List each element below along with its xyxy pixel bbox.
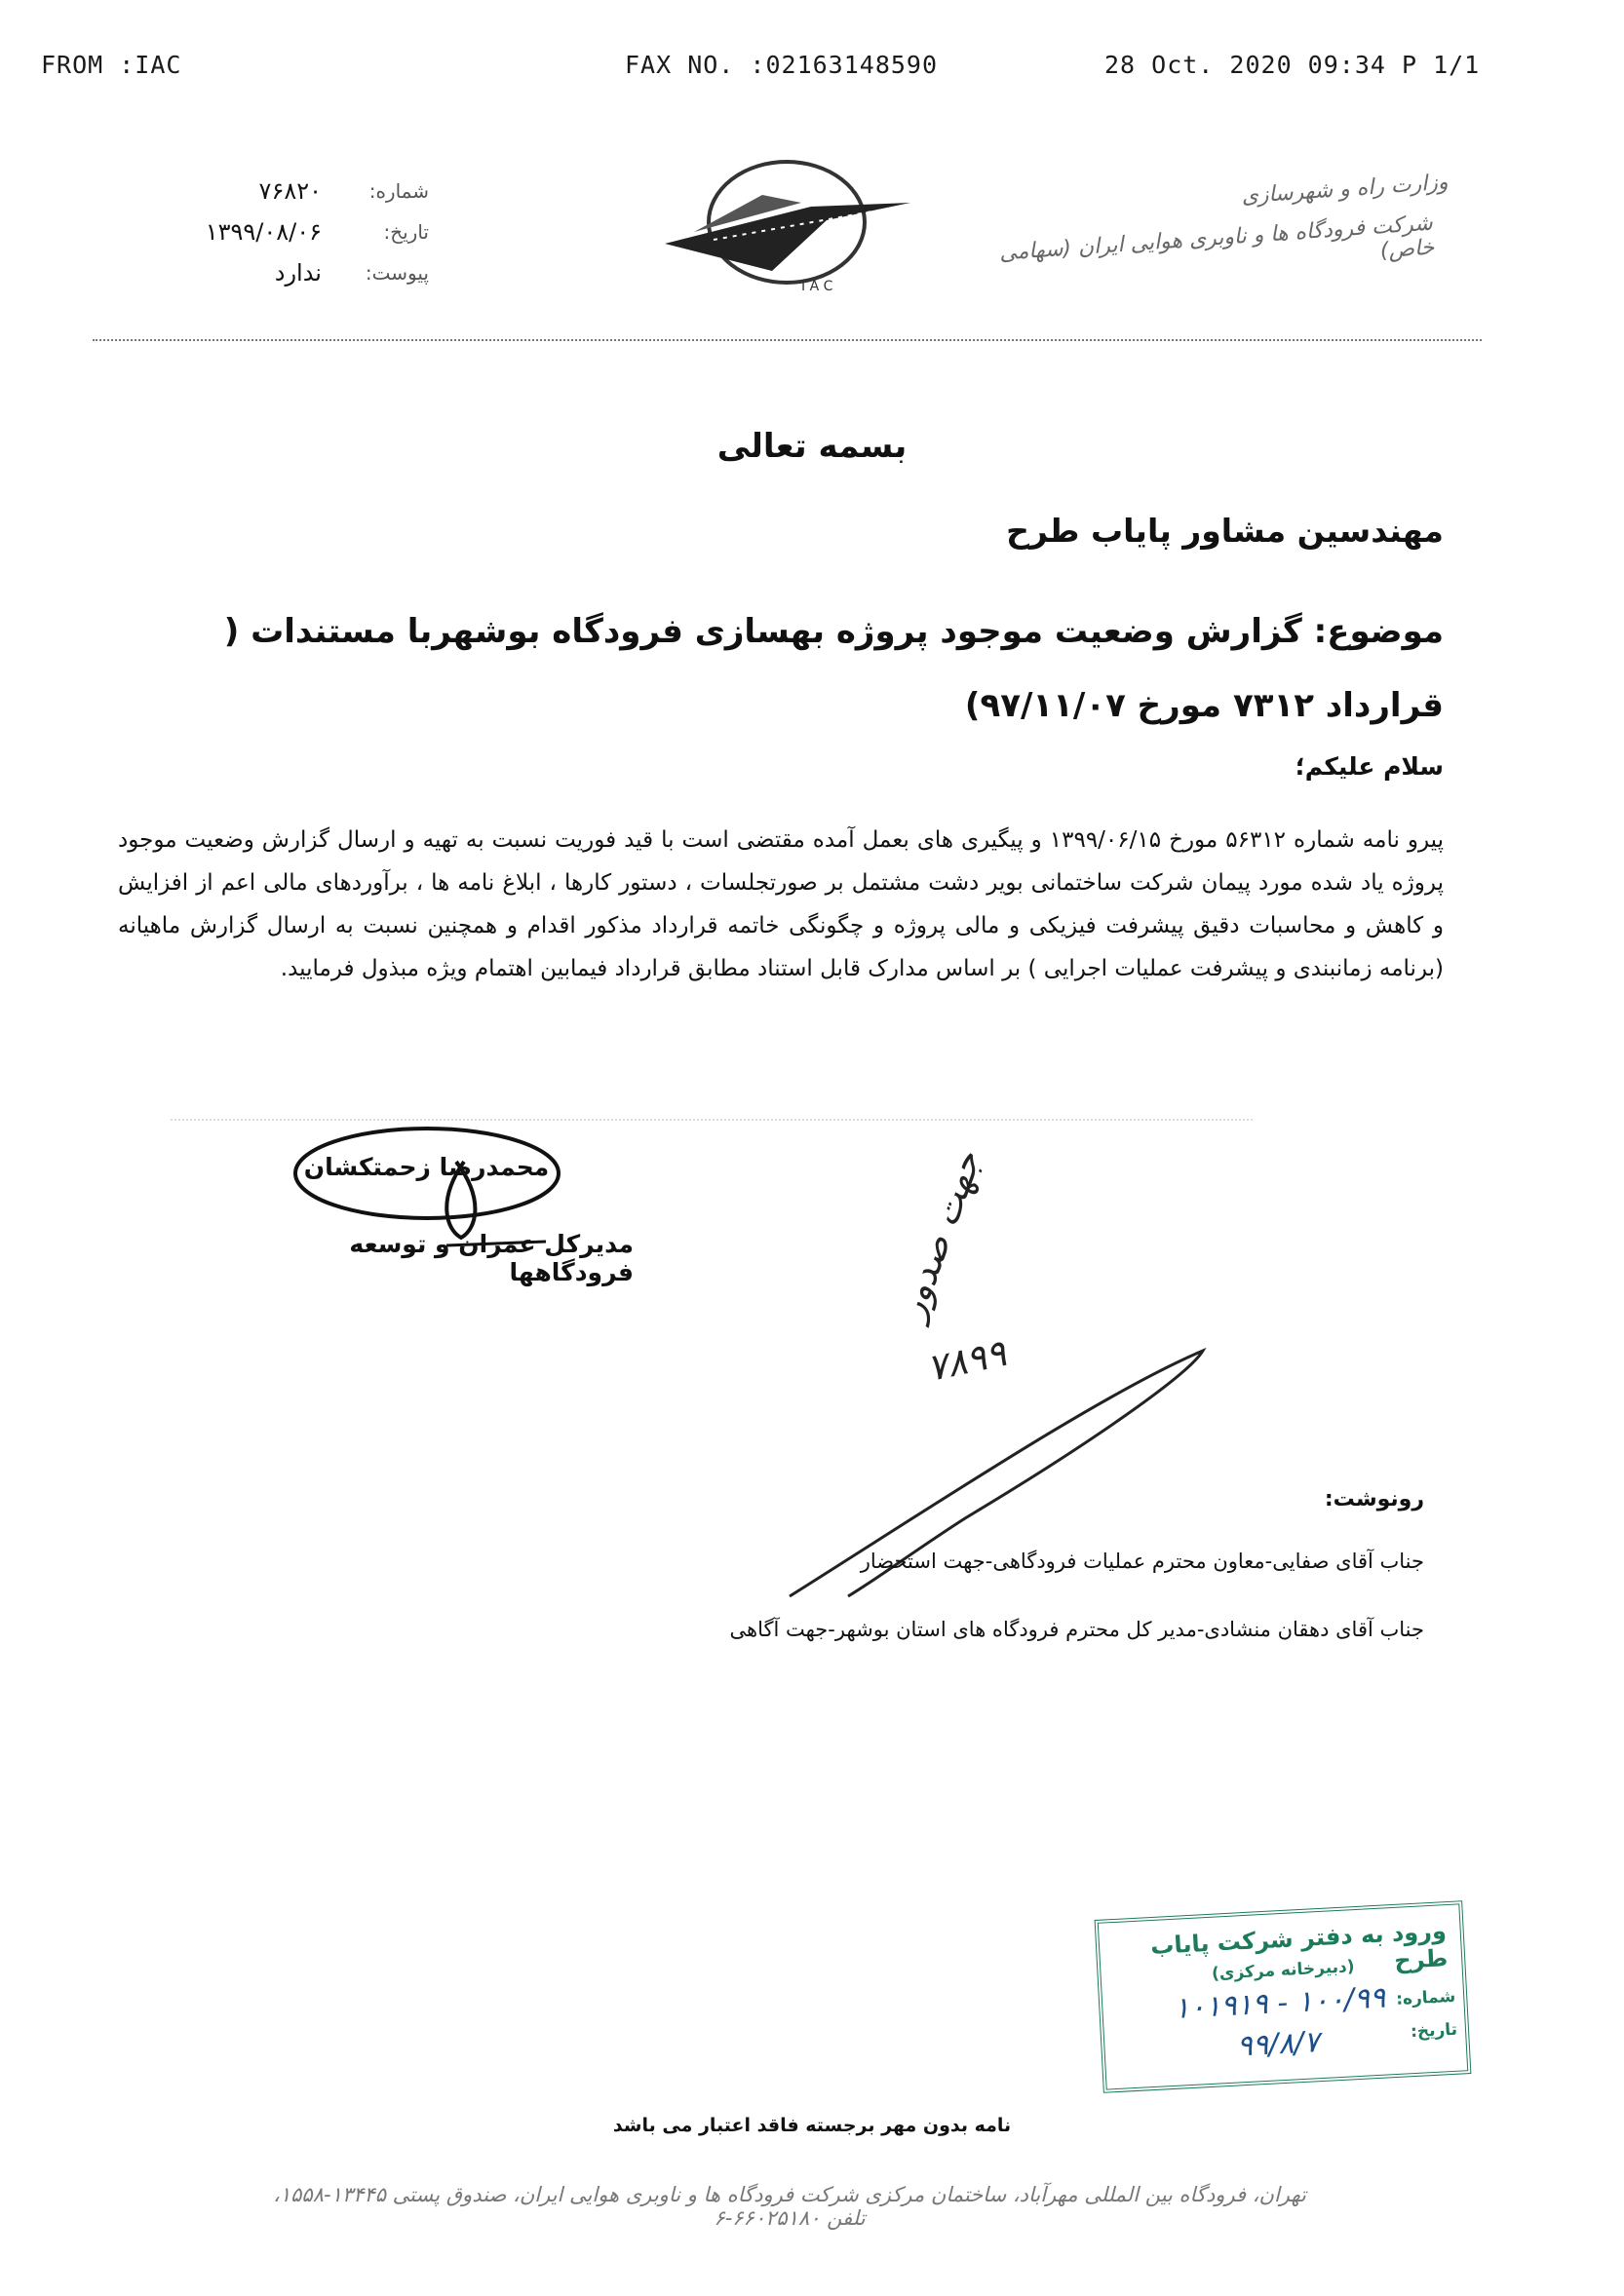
cc-item: جناب آقای صفایی-معاون محترم عملیات فرودگاهی-جهت استحضار bbox=[860, 1550, 1424, 1573]
letter-number: ۷۶۸۲۰ bbox=[258, 177, 322, 205]
letter-date: ۱۳۹۹/۰۸/۰۶ bbox=[205, 218, 322, 246]
signatory-name: محمدرضا زحمتکشان bbox=[303, 1153, 550, 1181]
header-divider bbox=[93, 339, 1482, 341]
stamp-title: ورود به دفتر شرکت پایاب طرح bbox=[1149, 1917, 1449, 1974]
fax-from: FROM :IAC bbox=[41, 51, 182, 79]
subject: موضوع: گزارش وضعیت موجود پروژه بهسازی فرودگاه بوشهربا مستندات ( قرارداد ۷۳۱۲ مورخ ۹۷/۱۱/۰۷) bbox=[223, 612, 1444, 725]
stamp-date-label: تاریخ: bbox=[1410, 2019, 1458, 2043]
recipient: مهندسین مشاور پایاب طرح bbox=[1006, 512, 1444, 550]
footer-address: تهران، فرودگاه بین المللی مهرآباد، ساختمان مرکزی شرکت فرودگاه ها و ناوبری هوایی ایران، صندوق پستی ۱۳۴۴۵-۱۵۵۸، تلفن ۶۶۰۲۵۱۸۰-۶ bbox=[273, 2183, 1306, 2230]
signatory-title: مدیرکل عمران و توسعه فرودگاهها bbox=[349, 1230, 634, 1286]
org-line-ministry: وزارت راه و شهرسازی bbox=[1240, 170, 1450, 210]
number-label: شماره: bbox=[368, 179, 429, 203]
stamp-number: ۱۰۰/۹۹ - ۱۰۱۹۱۹ bbox=[1173, 1980, 1387, 2026]
svg-text:I A C: I A C bbox=[801, 279, 833, 294]
validity-notice: نامه بدون مهر برجسته فاقد اعتبار می باشد bbox=[612, 2115, 1012, 2136]
scan-artifact-line bbox=[171, 1119, 1253, 1121]
body-paragraph: پیرو نامه شماره ۵۶۳۱۲ مورخ ۱۳۹۹/۰۶/۱۵ و پیگیری های بعمل آمده مقتضی است با قید فوریت نسبت به تهیه و ارسال گزارش وضعیت موجود پروژه یاد شده مورد پیمان شرکت ساختمانی بویر دشت مشتمل بر صورتجلسات ، دستور کارها ، ابلاغ نامه ها ، برآوردهای مالی اعم از افزایش و کاهش و محاسبات دقیق پیشرفت فیزیکی و مالی پروژه و چگونگی خاتمه قرارداد مذکور اقدام و همچنین نسبت به ارسال گزارش ماهیانه (برنامه زمانبندی و پیشرفت عملیات اجرایی ) بر اساس مدارک قابل استناد مطابق قرارداد فیمابین اهتمام ویژه مبذول فرمایید. bbox=[118, 827, 1444, 981]
handwritten-number: ۷۸۹۹ bbox=[922, 1331, 1010, 1391]
fax-date: 28 Oct. 2020 09:34 P 1/1 bbox=[1104, 51, 1481, 79]
greeting: سلام علیکم؛ bbox=[1295, 752, 1444, 781]
fax-number: FAX NO. :02163148590 bbox=[625, 51, 939, 79]
stamp-number-label: شماره: bbox=[1395, 1986, 1456, 2009]
cc-item: جناب آقای دهقان منشادی-مدیر کل محترم فرودگاه های استان بوشهر-جهت آگاهی bbox=[729, 1618, 1424, 1641]
org-line-company: شرکت فرودگاه ها و ناوبری هوایی ایران (سهامی خاص) bbox=[998, 210, 1436, 266]
stamp-subtitle: (دبیرخانه مرکزی) bbox=[1211, 1957, 1356, 1984]
handwritten-note: جهت صدور bbox=[889, 1145, 989, 1325]
date-label: تاریخ: bbox=[383, 220, 429, 244]
letter-attachment: ندارد bbox=[274, 259, 322, 287]
stamp-date: ۹۹/۸/۷ bbox=[1236, 2025, 1321, 2064]
attachment-label: پیوست: bbox=[365, 261, 429, 285]
reception-stamp bbox=[1095, 1900, 1472, 2093]
letter-title: بسمه تعالی bbox=[716, 427, 908, 466]
airport-company-logo-icon bbox=[655, 146, 918, 297]
cc-label: رونوشت: bbox=[1324, 1487, 1424, 1512]
